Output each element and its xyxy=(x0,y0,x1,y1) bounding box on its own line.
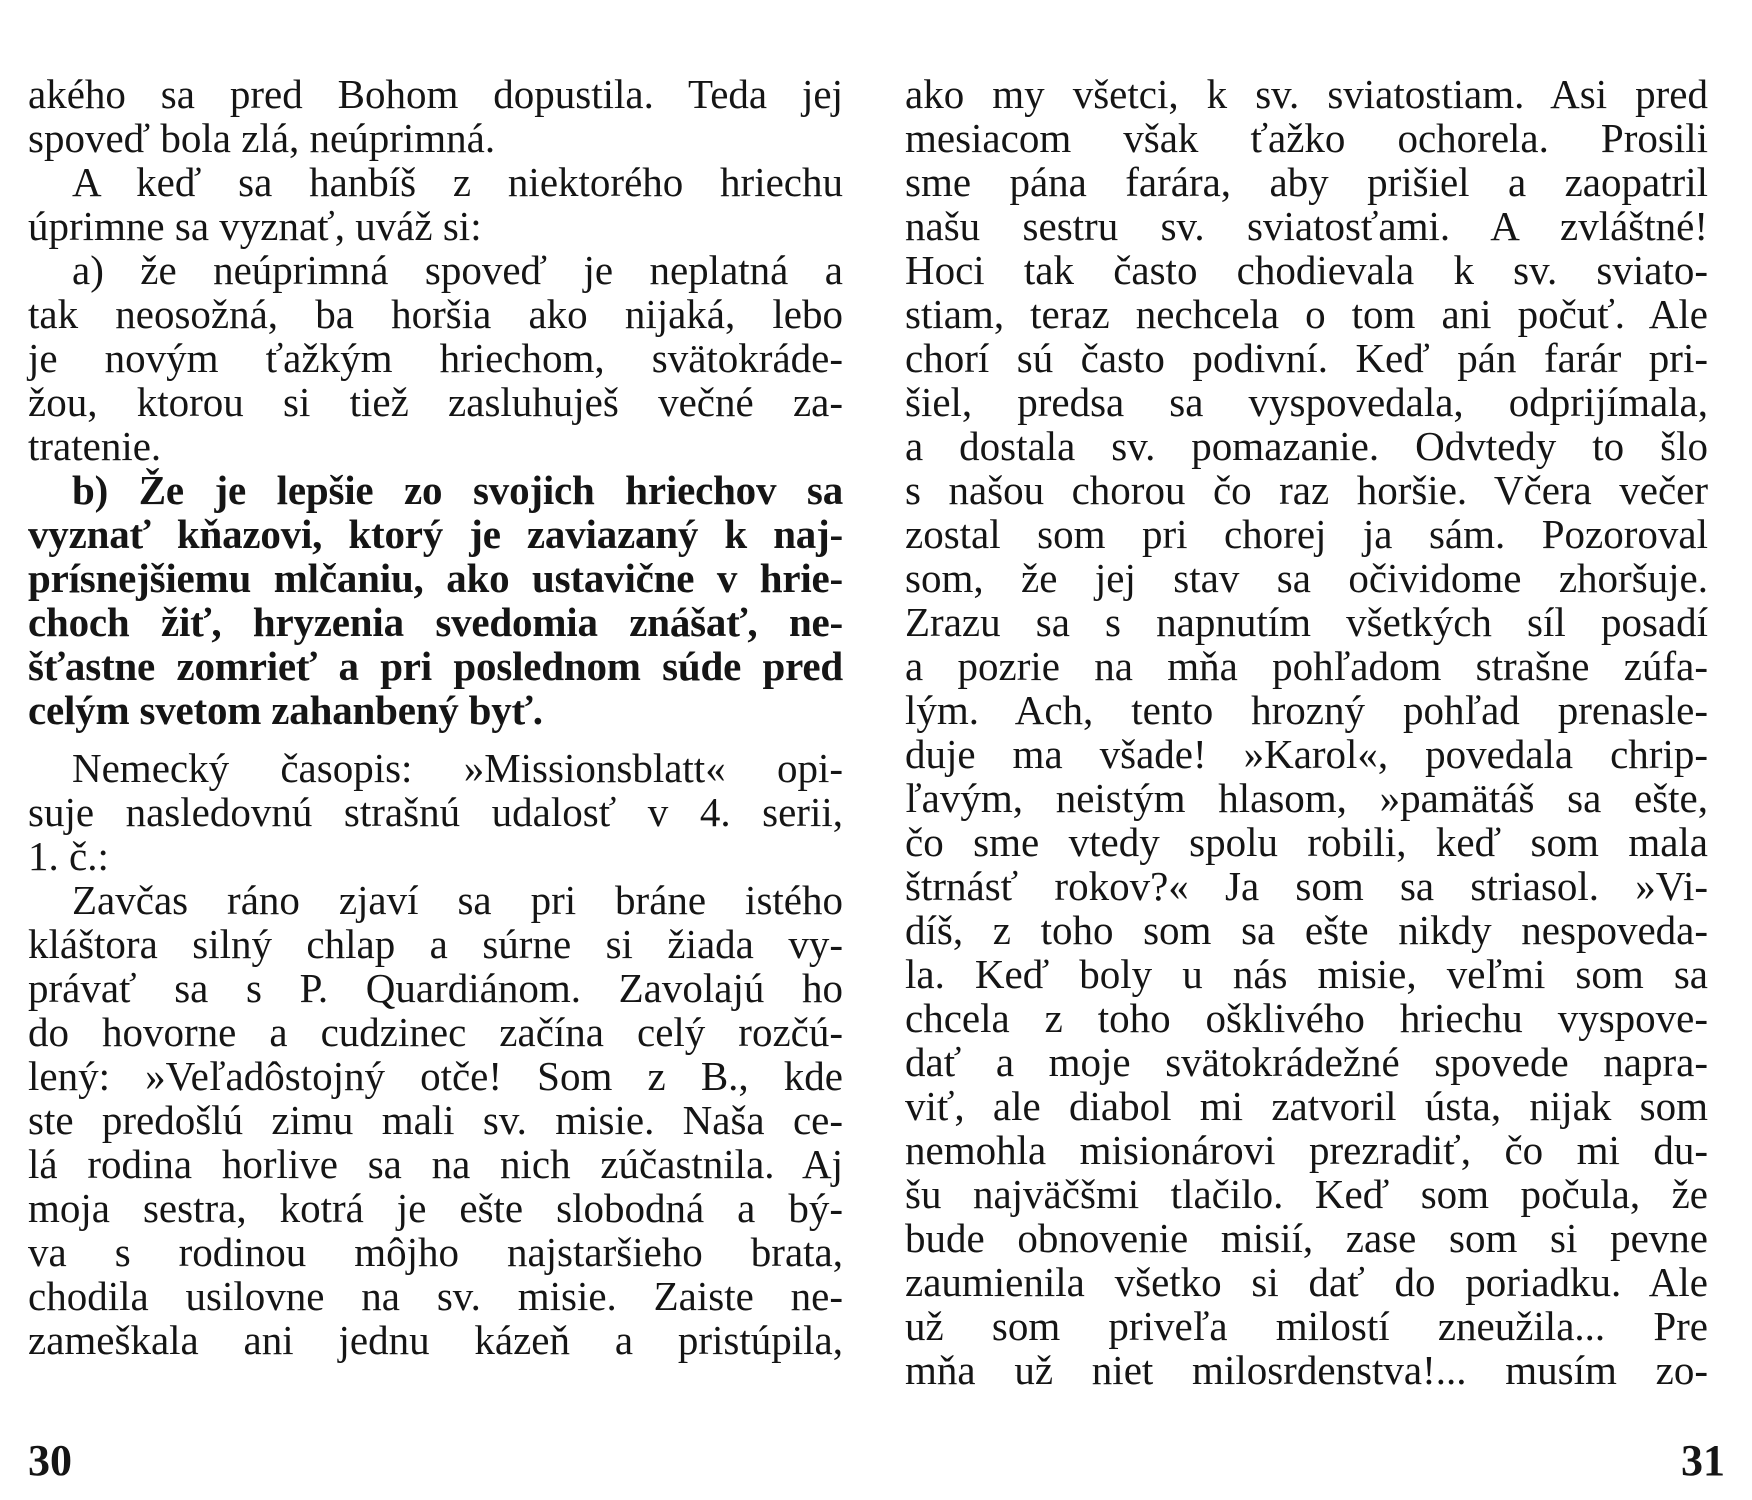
text-line: zameškala ani jednu kázeň a pristúpila, xyxy=(28,1317,843,1363)
text-line: choch žiť, hryzenia svedomia znášať, ne- xyxy=(28,599,843,645)
text-line: chodila usilovne na sv. misie. Zaiste ne- xyxy=(28,1273,843,1319)
text-line: našu sestru sv. sviatosťami. A zvláštné! xyxy=(905,203,1708,249)
text-line: zaumienila všetko si dať do poriadku. Ale xyxy=(905,1259,1708,1305)
text-line: sme pána farára, aby prišiel a zaopatril xyxy=(905,159,1708,205)
text-line: tratenie. xyxy=(28,423,162,469)
text-line: dať a moje svätokrádežné spovede napra- xyxy=(905,1039,1708,1085)
text-line: Zrazu sa s napnutím všetkých síl posadí xyxy=(905,599,1708,645)
text-line: a pozrie na mňa pohľadom strašne zúfa- xyxy=(905,643,1708,689)
text-line: suje nasledovnú strašnú udalosť v 4. serii, xyxy=(28,789,843,835)
text-line: úprimne sa vyznať, uváž si: xyxy=(28,203,482,249)
right-page xyxy=(905,71,1725,1485)
text-line: stiam, teraz nechcela o tom ani počuť. Ale xyxy=(905,291,1708,337)
text-line: 1. č.: xyxy=(28,833,109,879)
text-line: prísnejšiemu mlčaniu, ako ustavične v hrie- xyxy=(28,555,843,601)
text-line: nemohla misionárovi prezradiť, čo mi du- xyxy=(905,1127,1708,1173)
text-line: vyznať kňazovi, ktorý je zaviazaný k naj- xyxy=(28,511,843,557)
text-line: duje ma všade! »Karol«, povedala chrip- xyxy=(905,731,1708,777)
text-line: b) Že je lepšie zo svojich hriechov sa xyxy=(72,467,843,513)
text-line: kláštora silný chlap a súrne si žiada vy- xyxy=(28,921,843,967)
text-line: Zavčas ráno zjaví sa pri bráne istého xyxy=(72,877,843,923)
text-line: la. Keď boly u nás misie, veľmi som sa xyxy=(905,951,1708,997)
text-line: A keď sa hanbíš z niektorého hriechu xyxy=(72,159,843,205)
text-line: ste predošlú zimu mali sv. misie. Naša ce- xyxy=(28,1097,843,1143)
text-line: s našou chorou čo raz horšie. Včera večer xyxy=(905,467,1708,513)
text-line: zostal som pri chorej ja sám. Pozoroval xyxy=(905,511,1708,557)
text-line: a) že neúprimná spoveď je neplatná a xyxy=(72,247,843,293)
text-line: Nemecký časopis: »Missionsblatt« opi- xyxy=(72,745,843,791)
text-line: je novým ťažkým hriechom, svätokráde- xyxy=(28,335,843,381)
text-line: ľavým, neistým hlasom, »pamätáš sa ešte, xyxy=(905,775,1708,821)
text-line: mňa už niet milosrdenstva!... musím zo- xyxy=(905,1347,1708,1393)
text-line: spoveď bola zlá, neúprimná. xyxy=(28,115,496,161)
text-line: lá rodina horlive sa na nich zúčastnila. Aj xyxy=(28,1141,843,1187)
page-number-right: 31 xyxy=(1681,1436,1725,1485)
text-line: moja sestra, kotrá je ešte slobodná a bý- xyxy=(28,1185,843,1231)
left-page-text xyxy=(28,72,843,1362)
text-line: lený: »Veľadôstojný otče! Som z B., kde xyxy=(28,1053,843,1099)
text-line: šťastne zomrieť a pri poslednom súde pred xyxy=(28,643,843,689)
left-page xyxy=(28,71,848,1485)
text-line: viť, ale diabol mi zatvoril ústa, nijak som xyxy=(905,1083,1708,1129)
text-line: chcela z toho ošklivého hriechu vyspove- xyxy=(905,995,1708,1041)
text-line: štrnásť rokov?« Ja som sa striasol. »Vi- xyxy=(905,863,1708,909)
text-line: bude obnovenie misií, zase som si pevne xyxy=(905,1215,1708,1261)
text-line: celým svetom zahanbený byť. xyxy=(28,687,543,733)
text-line: chorí sú často podivní. Keď pán farár pri- xyxy=(905,335,1708,381)
text-line: som, že jej stav sa očividome zhoršuje. xyxy=(905,555,1708,601)
text-line: šiel, predsa sa vyspovedala, odprijímala, xyxy=(905,379,1708,425)
right-page-text xyxy=(905,72,1708,1392)
text-line: právať sa s P. Quardiánom. Zavolajú ho xyxy=(28,965,843,1011)
paragraph-gap xyxy=(28,732,843,746)
page-number-left: 30 xyxy=(28,1436,72,1485)
text-line: šu najväčšmi tlačilo. Keď som počula, že xyxy=(905,1171,1708,1217)
text-line: čo sme vtedy spolu robili, keď som mala xyxy=(905,819,1708,865)
text-line: díš, z toho som sa ešte nikdy nespoveda- xyxy=(905,907,1708,953)
text-line: Hoci tak často chodievala k sv. sviato- xyxy=(905,247,1708,293)
text-line: a dostala sv. pomazanie. Odvtedy to šlo xyxy=(905,423,1708,469)
text-line: mesiacom však ťažko ochorela. Prosili xyxy=(905,115,1708,161)
text-line: do hovorne a cudzinec začína celý rozčú- xyxy=(28,1009,843,1055)
text-line: tak neosožná, ba horšia ako nijaká, lebo xyxy=(28,291,843,337)
text-line: lým. Ach, tento hrozný pohľad prenasle- xyxy=(905,687,1708,733)
text-line: va s rodinou môjho najstaršieho brata, xyxy=(28,1229,843,1275)
text-line: už som priveľa milostí zneužila... Pre xyxy=(905,1303,1708,1349)
text-line: žou, ktorou si tiež zasluhuješ večné za- xyxy=(28,379,843,425)
text-line: akého sa pred Bohom dopustila. Teda jej xyxy=(28,71,843,117)
text-line: ako my všetci, k sv. sviatostiam. Asi pred xyxy=(905,71,1708,117)
